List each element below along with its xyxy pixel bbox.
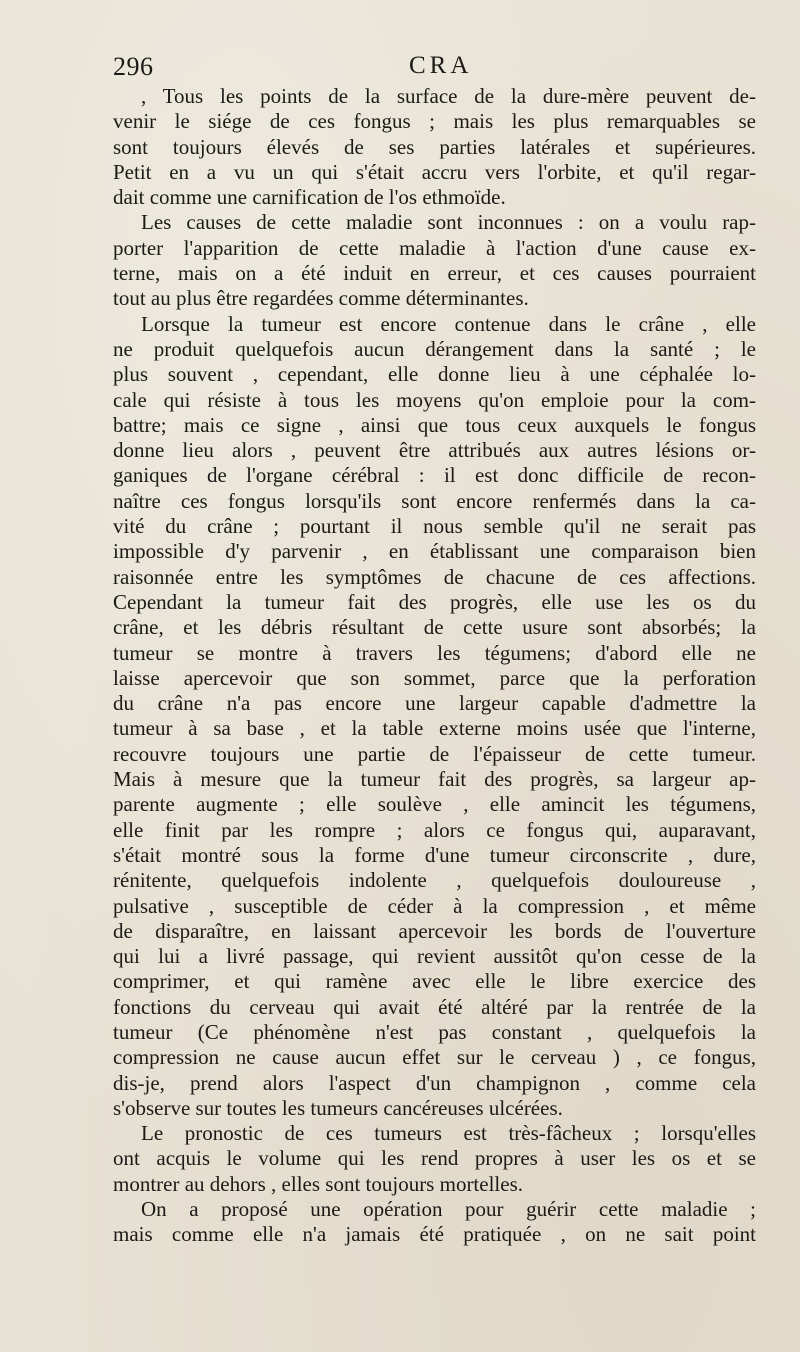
text-line: rénitente, quelquefois indolente , quelquefois douloureuse , <box>113 868 756 893</box>
text-line: terne, mais on a été induit en erreur, et ces causes pourraient <box>113 261 756 286</box>
text-line: cale qui résiste à tous les moyens qu'on emploie pour la com- <box>113 387 756 412</box>
text-line: Le pronostic de ces tumeurs est très-fâcheux ; lorsqu'elles <box>141 1121 756 1146</box>
text-line: ont acquis le volume qui les rend propres à user les os et se <box>113 1146 756 1171</box>
text-line: Lorsque la tumeur est encore contenue dans le crâne , elle <box>141 311 756 336</box>
page-header <box>113 52 753 84</box>
text-line: tout au plus être regardées comme déterminantes. <box>113 286 529 311</box>
text-line: comprimer, et qui ramène avec elle le libre exercice des <box>113 969 756 994</box>
page-number: 296 <box>113 52 154 81</box>
text-line: donne lieu alors , peuvent être attribués aux autres lésions or- <box>113 438 756 463</box>
text-line: Cependant la tumeur fait des progrès, elle use les os du <box>113 589 756 614</box>
text-line: , Tous les points de la surface de la dure-mère peuvent de- <box>141 84 756 108</box>
text-line: vité du crâne ; pourtant il nous semble qu'il ne serait pas <box>113 514 756 539</box>
text-line: sont toujours élevés de ses parties latérales et supérieures. <box>113 134 756 159</box>
text-line: parente augmente ; elle soulève , elle amincit les tégumens, <box>113 792 756 817</box>
text-line: tumeur (Ce phénomène n'est pas constant , quelquefois la <box>113 1019 756 1044</box>
text-line: raisonnée entre les symptômes de chacune de ces affections. <box>113 564 756 589</box>
text-line: ne produit quelquefois aucun dérangement dans la santé ; le <box>113 336 756 361</box>
text-line: porter l'apparition de cette maladie à l'action d'une cause ex- <box>113 235 756 260</box>
text-line: Les causes de cette maladie sont inconnues : on a voulu rap- <box>141 210 756 235</box>
text-line: crâne, et les débris résultant de cette usure sont absorbés; la <box>113 615 756 640</box>
text-line: dait comme une carnification de l'os ethmoïde. <box>113 185 506 210</box>
text-line: elle finit par les rompre ; alors ce fongus qui, auparavant, <box>113 817 756 842</box>
text-line: recouvre toujours une partie de l'épaisseur de cette tumeur. <box>113 741 756 766</box>
text-line: On a proposé une opération pour guérir cette maladie ; <box>141 1197 756 1222</box>
text-line: s'était montré sous la forme d'une tumeur circonscrite , dure, <box>113 842 756 867</box>
text-line: dis-je, prend alors l'aspect d'un champignon , comme cela <box>113 1070 756 1095</box>
text-line: laisse apercevoir que son sommet, parce que la perforation <box>113 665 756 690</box>
body-text <box>113 84 756 1248</box>
text-line: tumeur se montre à travers les tégumens; d'abord elle ne <box>113 640 756 665</box>
text-line: impossible d'y parvenir , en établissant une comparaison bien <box>113 539 756 564</box>
text-line: qui lui a livré passage, qui revient aussitôt qu'on cesse de la <box>113 944 756 969</box>
text-line: naître ces fongus lorsqu'ils sont encore renfermés dans la ca- <box>113 488 756 513</box>
text-line: battre; mais ce signe , ainsi que tous ceux auxquels le fongus <box>113 412 756 437</box>
text-line: montrer au dehors , elles sont toujours mortelles. <box>113 1171 524 1196</box>
running-head: CRA <box>409 52 473 79</box>
text-line: s'observe sur toutes les tumeurs cancéreuses ulcérées. <box>113 1095 563 1120</box>
text-line: Mais à mesure que la tumeur fait des progrès, sa largeur ap- <box>113 767 756 792</box>
text-line: de disparaître, en laissant apercevoir les bords de l'ouverture <box>113 918 756 943</box>
text-line: compression ne cause aucun effet sur le cerveau ) , ce fongus, <box>113 1045 756 1070</box>
text-line: pulsative , susceptible de céder à la compression , et même <box>113 893 756 918</box>
text-line: Petit en a vu un qui s'était accru vers l'orbite, et qu'il regar- <box>113 159 756 184</box>
text-line: venir le siége de ces fongus ; mais les plus remarquables se <box>113 109 756 134</box>
text-line: fonctions du cerveau qui avait été altéré par la rentrée de la <box>113 994 756 1019</box>
text-line: tumeur à sa base , et la table externe moins usée que l'interne, <box>113 716 756 741</box>
text-line: ganiques de l'organe cérébral : il est donc difficile de recon- <box>113 463 756 488</box>
text-line: plus souvent , cependant, elle donne lieu à une céphalée lo- <box>113 362 756 387</box>
text-line: du crâne n'a pas encore une largeur capable d'admettre la <box>113 691 756 716</box>
text-line: mais comme elle n'a jamais été pratiquée , on ne sait point <box>113 1222 756 1247</box>
